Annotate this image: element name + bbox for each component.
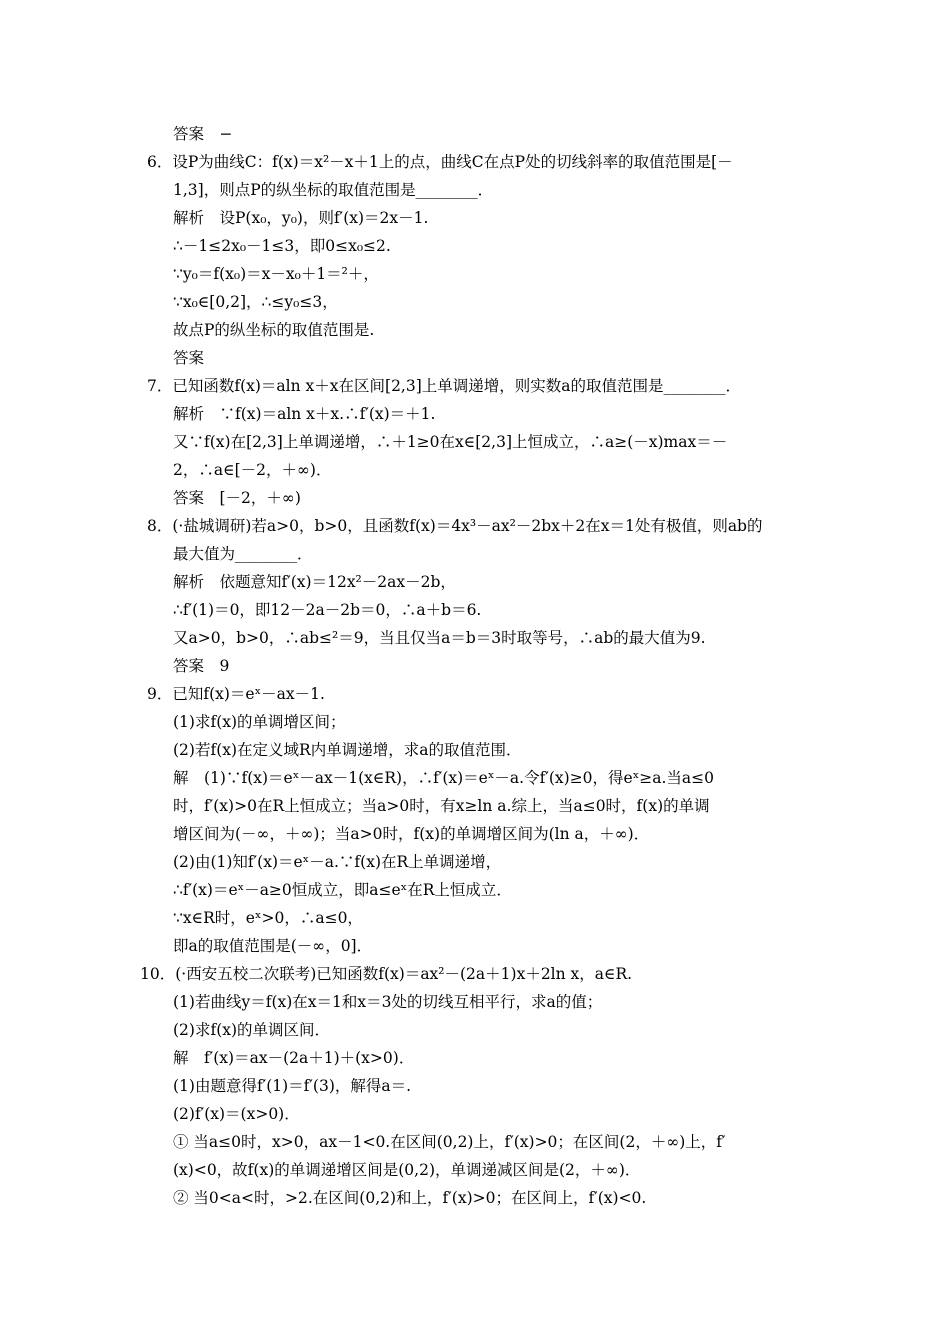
problem-9-solution-cont: 增区间为(－∞，＋∞)；当a>0时，f(x)的单调增区间为(ln a，＋∞)．: [173, 825, 650, 843]
answer-line: 答案 −: [173, 125, 233, 143]
problem-6-answer: 答案: [173, 349, 205, 367]
problem-10-part-1: (1)若曲线y＝f(x)在x＝1和x＝3处的切线互相平行，求a的值；: [173, 993, 603, 1011]
problem-6-analysis: 解析 设P(x₀，y₀)，则f′(x)＝2x－1.: [173, 209, 429, 227]
problem-6-step: 故点P的纵坐标的取值范围是.: [173, 321, 375, 339]
problem-9-solution-cont: 时，f′(x)>0在R上恒成立；当a>0时，有x≥ln a.综上，当a≤0时，f(x)的单调: [173, 797, 710, 815]
problem-9-stem: 9．已知f(x)＝eˣ－ax－1.: [147, 685, 325, 703]
problem-6-stem-cont: 1,3]，则点P的纵坐标的取值范围是________．: [173, 181, 494, 199]
problem-6-step: ∴－1≤2x₀－1≤3，即0≤x₀≤2.: [173, 237, 391, 255]
problem-6-step: ∵x₀∈[0,2]，∴≤y₀≤3，: [173, 293, 338, 311]
problem-8-step: 又a>0，b>0，∴ab≤²＝9，当且仅当a＝b＝3时取等号，∴ab的最大值为9.: [173, 629, 706, 647]
problem-7-step: 2，∴a∈[－2，＋∞)．: [173, 461, 332, 479]
problem-10-case-1: ① 当a≤0时，x>0，ax－1<0.在区间(0,2)上，f′(x)>0；在区间(2，＋∞)上，f′: [173, 1133, 726, 1151]
problem-10-part-2: (2)求f(x)的单调区间．: [173, 1021, 331, 1039]
problem-9-part-2: (2)若f(x)在定义域R内单调递增，求a的取值范围．: [173, 741, 522, 759]
problem-10-solution-part-2: (2)f′(x)＝(x>0)．: [173, 1105, 300, 1123]
problem-9-part-1: (1)求f(x)的单调增区间；: [173, 713, 346, 731]
problem-9-solution: 解 (1)∵f(x)＝eˣ－ax－1(x∈R)，∴f′(x)＝eˣ－a.令f′(x)≥0，得eˣ≥a.当a≤0: [173, 769, 715, 787]
problem-10-solution-part-1: (1)由题意得f′(1)＝f′(3)，解得a＝.: [173, 1077, 412, 1095]
problem-10-stem: 10．(·西安五校二次联考)已知函数f(x)＝ax²－(2a＋1)x＋2ln x，a∈R.: [140, 965, 633, 983]
problem-6-step: ∵y₀＝f(x₀)＝x－x₀＋1＝²＋，: [173, 265, 379, 283]
problem-8-stem-cont: 最大值为________．: [173, 545, 313, 563]
problem-7-answer: 答案 [－2，＋∞): [173, 489, 301, 507]
problem-9-solution-step: ∴f′(x)＝eˣ－a≥0恒成立，即a≤eˣ在R上恒成立．: [173, 881, 512, 899]
problem-7-step: 又∵f(x)在[2,3]上单调递增，∴＋1≥0在x∈[2,3]上恒成立，∴a≥(－x)max＝－: [173, 433, 728, 451]
problem-10-solution: 解 f′(x)＝ax－(2a＋1)＋(x>0)．: [173, 1049, 415, 1067]
problem-7-analysis: 解析 ∵f(x)＝aln x＋x.∴f′(x)＝＋1.: [173, 405, 436, 423]
problem-6-stem: 6．设P为曲线C：f(x)＝x²－x＋1上的点，曲线C在点P处的切线斜率的取值范围是[－: [147, 153, 733, 171]
problem-8-stem: 8．(·盐城调研)若a>0，b>0，且函数f(x)＝4x³－ax²－2bx＋2在x＝1处有极值，则ab的: [147, 517, 763, 535]
problem-7-stem: 7．已知函数f(x)＝aln x＋x在区间[2,3]上单调递增，则实数a的取值范围是________．: [147, 377, 742, 395]
problem-8-analysis: 解析 依题意知f′(x)＝12x²－2ax－2b，: [173, 573, 456, 591]
problem-8-step: ∴f′(1)＝0，即12－2a－2b＝0，∴a＋b＝6.: [173, 601, 482, 619]
problem-10-case-1-cont: (x)<0，故f(x)的单调递增区间是(0,2)，单调递减区间是(2，＋∞)．: [173, 1161, 641, 1179]
problem-9-solution-part-2: (2)由(1)知f′(x)＝eˣ－a.∵f(x)在R上单调递增，: [173, 853, 502, 871]
problem-9-solution-step: ∵x∈R时，eˣ>0，∴a≤0，: [173, 909, 363, 927]
problem-8-answer: 答案 9: [173, 657, 230, 675]
problem-9-solution-step: 即a的取值范围是(－∞，0]．: [173, 937, 373, 955]
problem-10-case-2: ② 当0<a<时，>2.在区间(0,2)和上，f′(x)>0；在区间上，f′(x)<0.: [173, 1189, 647, 1207]
